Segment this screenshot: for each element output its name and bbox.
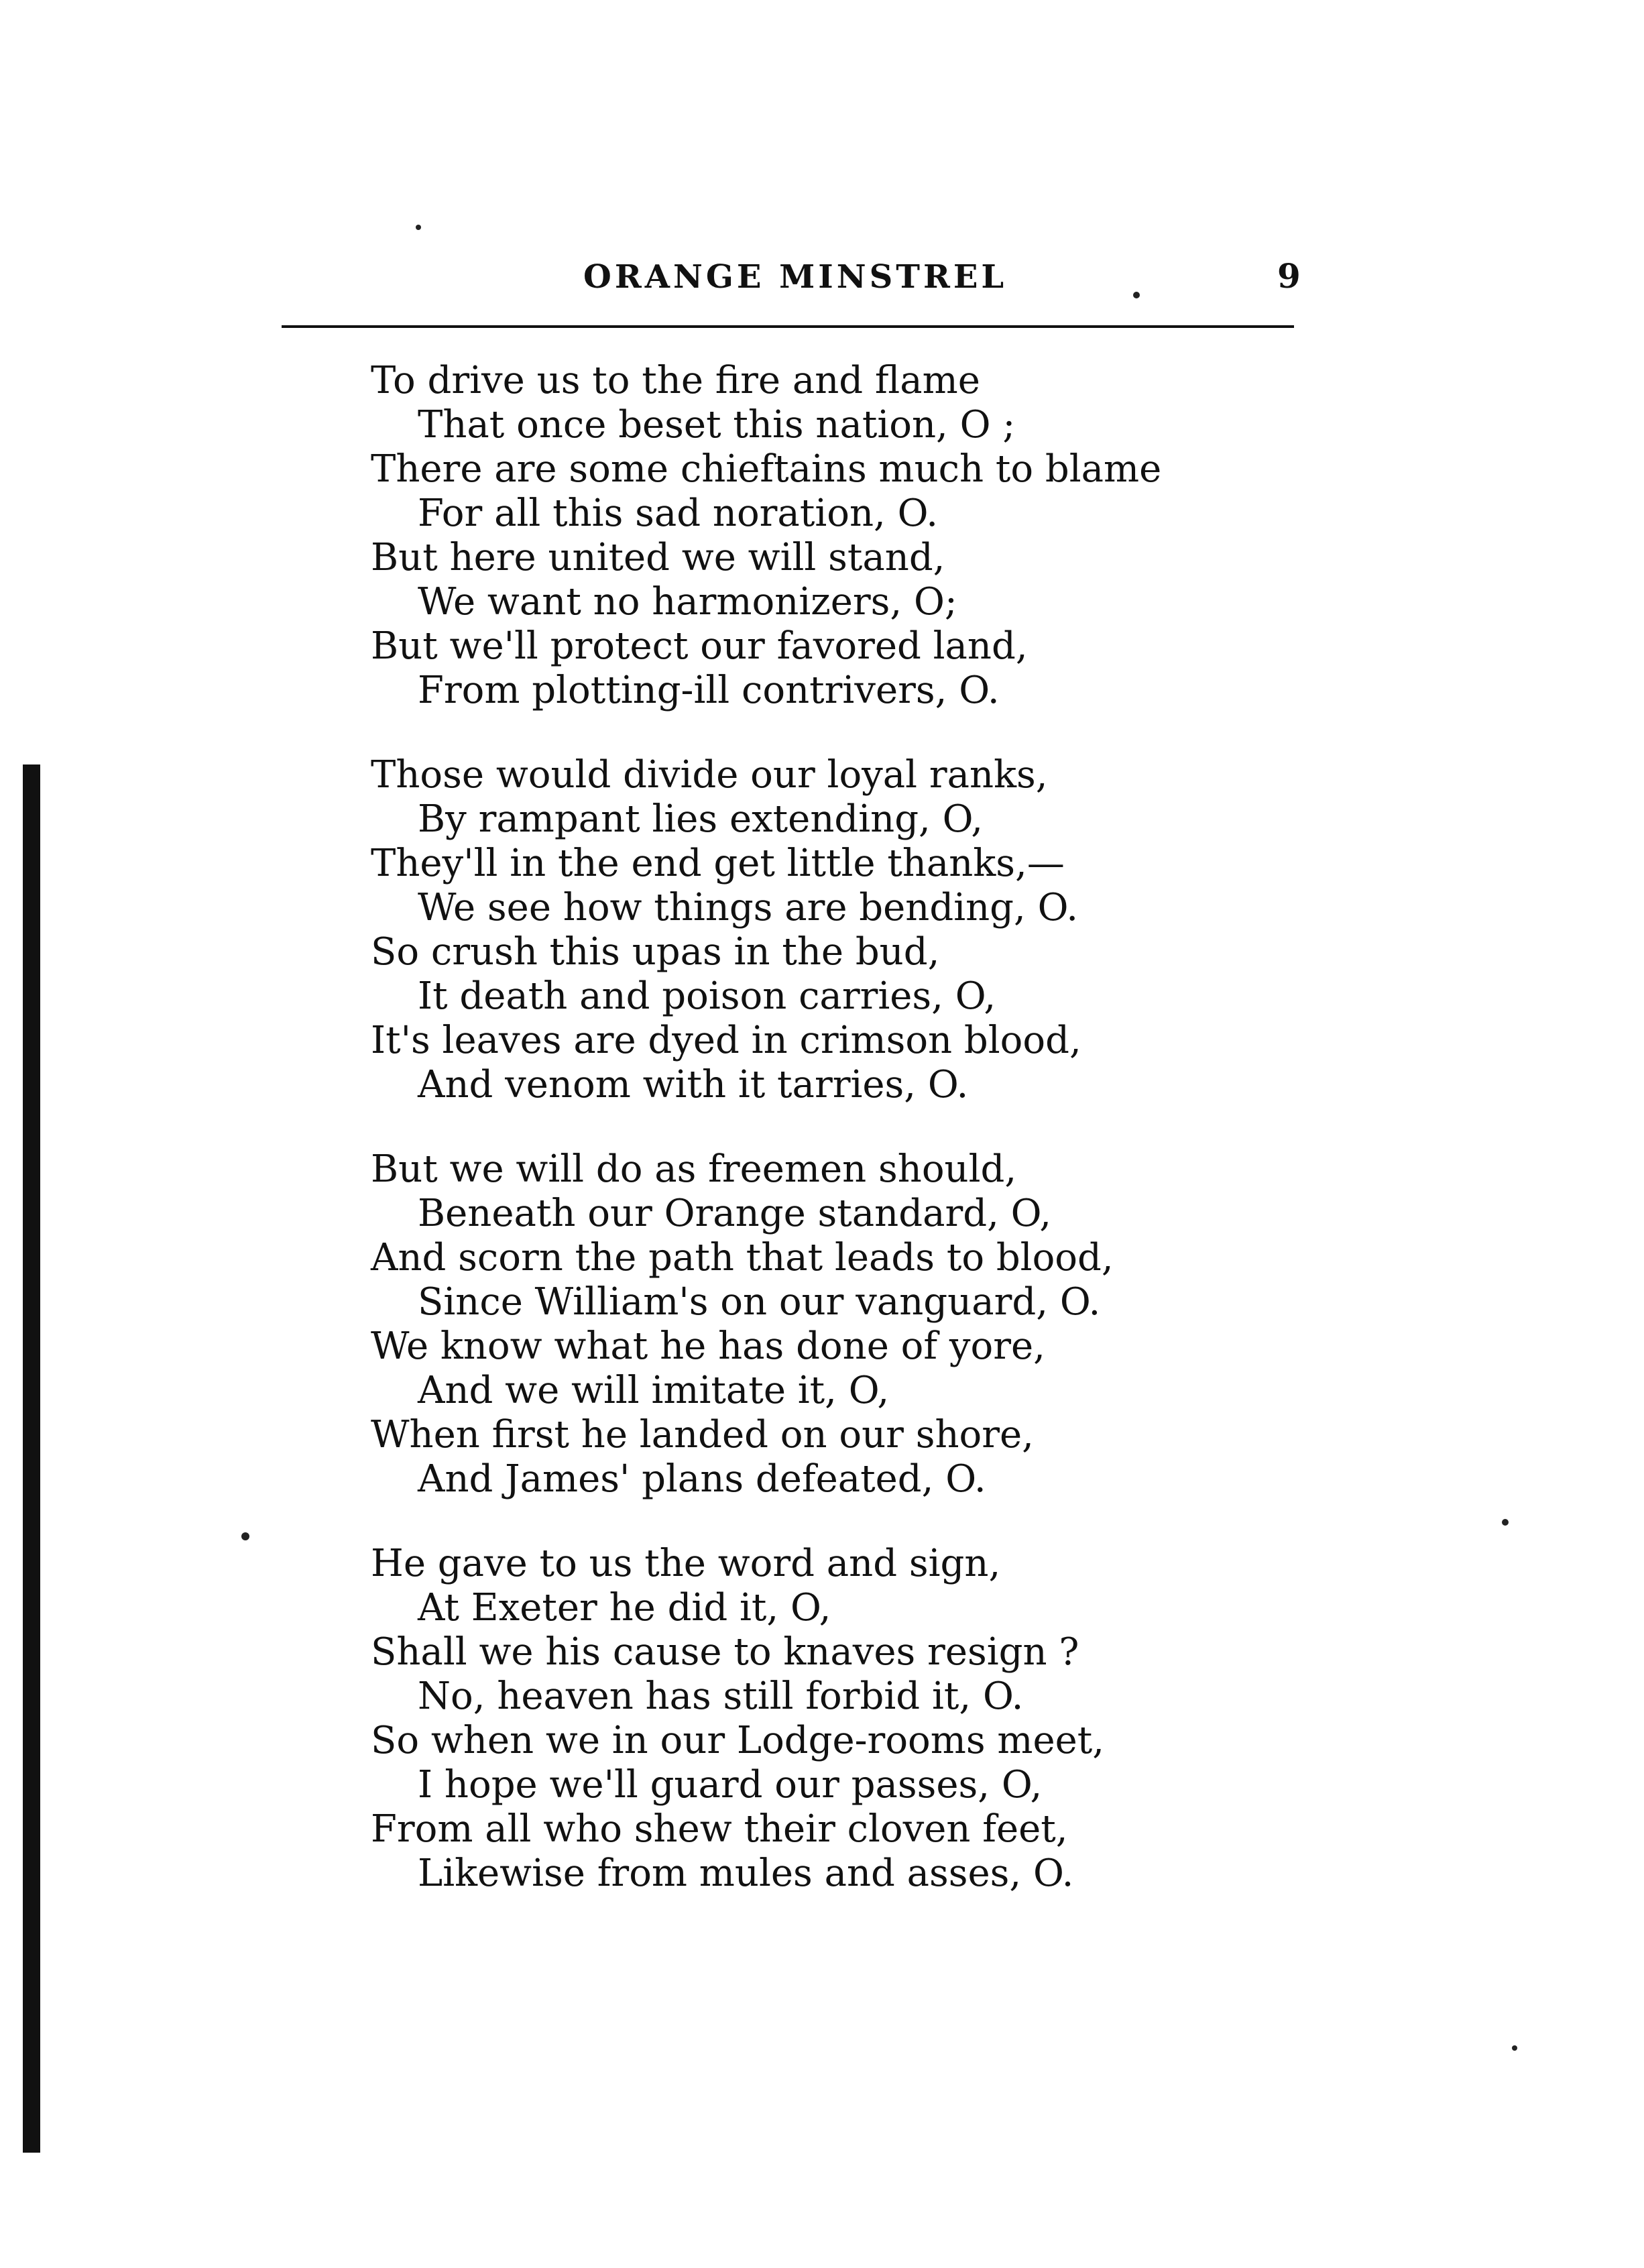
poem-line: Beneath our Orange standard, O, [418, 1192, 1052, 1235]
poem-line: No, heaven has still forbid it, O. [418, 1675, 1024, 1718]
poem-line: By rampant lies extending, O, [418, 797, 984, 841]
poem-line: Shall we his cause to knaves resign ? [371, 1630, 1079, 1674]
stanza [371, 753, 1309, 1107]
poem-line: They'll in the end get little thanks,— [371, 842, 1065, 885]
poem-line: We know what he has done of yore, [371, 1324, 1045, 1368]
poem-line: And we will imitate it, O, [418, 1369, 890, 1412]
poem-line: Those would divide our loyal ranks, [371, 753, 1048, 797]
poem-line: To drive us to the fire and flame [371, 359, 980, 402]
poem-line: We want no harmonizers, O; [418, 580, 957, 624]
poem-line: At Exeter he did it, O, [418, 1586, 831, 1630]
poem-line: When first he landed on our shore, [371, 1413, 1034, 1457]
poem-line: From all who shew their cloven feet, [371, 1807, 1068, 1851]
poem-line: It death and poison carries, O, [418, 974, 996, 1018]
poem-line: And James' plans defeated, O. [418, 1457, 986, 1501]
poem-line: That once beset this nation, O ; [418, 403, 1016, 447]
scan-speck [1502, 1519, 1509, 1526]
scan-speck [241, 1532, 249, 1540]
header-rule [282, 325, 1294, 328]
poem-line: But here united we will stand, [371, 536, 945, 579]
poem-line: He gave to us the word and sign, [371, 1542, 1001, 1585]
running-header-title: ORANGE MINSTREL [583, 258, 1008, 296]
poem-line: So crush this upas in the bud, [371, 930, 940, 974]
poem-line: From plotting-ill contrivers, O. [418, 669, 1000, 712]
scan-speck [416, 225, 421, 230]
stanza [371, 359, 1309, 713]
poem-line: But we will do as freemen should, [371, 1147, 1017, 1191]
stanza [371, 1147, 1309, 1501]
poem-line: I hope we'll guard our passes, O, [418, 1763, 1043, 1807]
poem-line: Since William's on our vanguard, O. [418, 1280, 1101, 1324]
page-number: 9 [1277, 256, 1301, 296]
stanza [371, 1542, 1309, 1896]
poem-line: For all this sad noration, O. [418, 492, 939, 535]
poem-line: We see how things are bending, O. [418, 886, 1079, 929]
scan-margin-shadow [23, 764, 40, 2153]
poem-line: So when we in our Lodge-rooms meet, [371, 1719, 1105, 1762]
poem-line: It's leaves are dyed in crimson blood, [371, 1019, 1081, 1062]
poem-line: And venom with it tarries, O. [418, 1063, 969, 1107]
poem-line: Likewise from mules and asses, O. [418, 1852, 1074, 1895]
poem-line: But we'll protect our favored land, [371, 624, 1028, 668]
poem-line: And scorn the path that leads to blood, [371, 1236, 1114, 1280]
scan-speck [1133, 292, 1140, 298]
poem-body [371, 359, 1309, 1936]
poem-line: There are some chieftains much to blame [371, 447, 1162, 491]
scan-speck [1512, 2045, 1517, 2051]
